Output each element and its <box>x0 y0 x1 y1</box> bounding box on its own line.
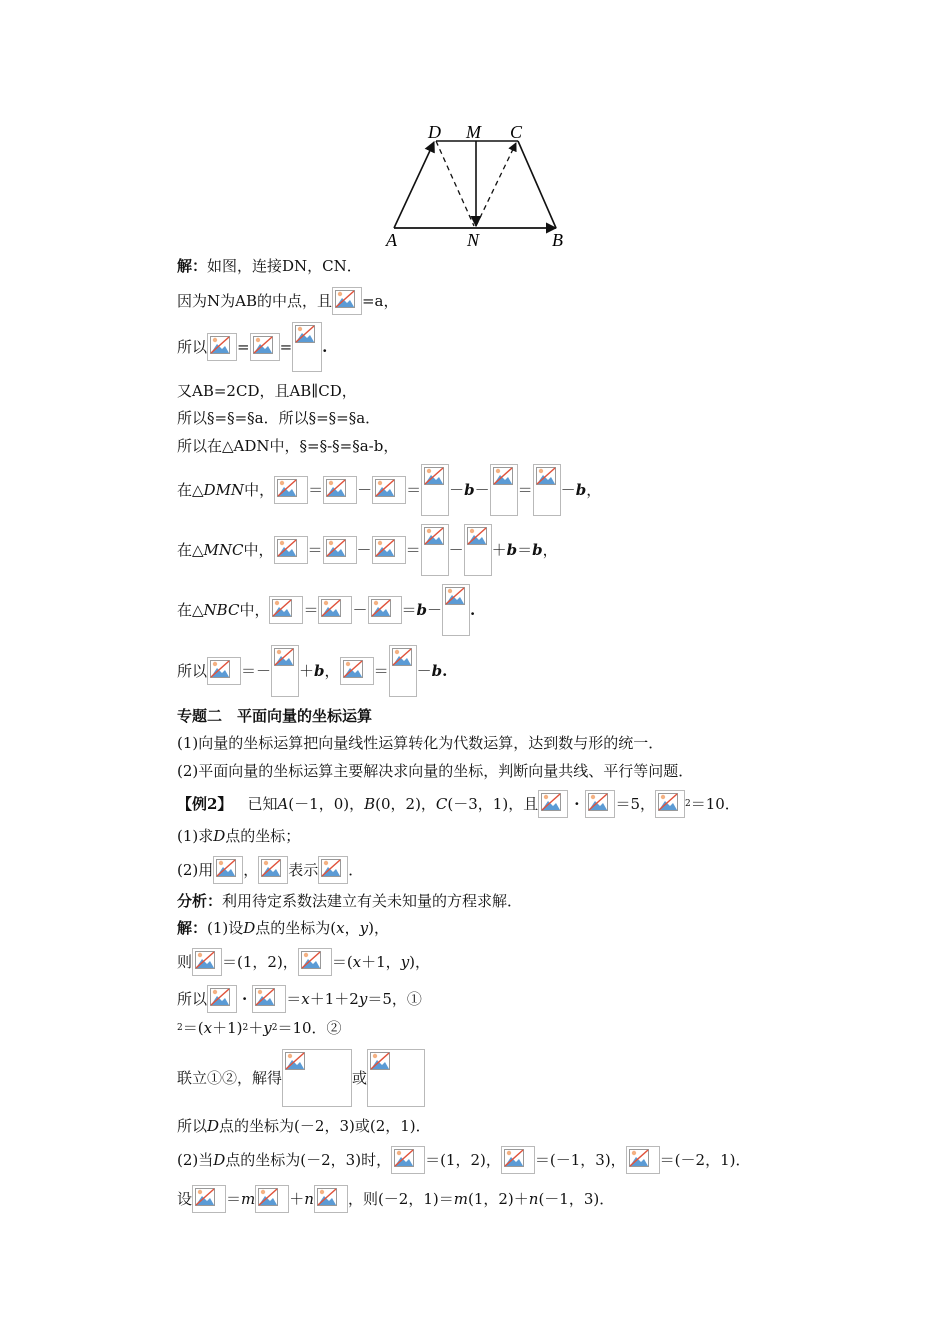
text: 2 <box>684 799 691 809</box>
image-icon <box>261 859 281 877</box>
vector-image-placeholder <box>255 1185 289 1213</box>
image-icon <box>210 336 230 354</box>
text: ＝(－1，3)， <box>534 1151 626 1169</box>
dashed-nc <box>476 143 516 226</box>
image-icon <box>424 467 444 485</box>
image-icon <box>658 793 678 811</box>
image-icon <box>210 660 230 678</box>
vector-image-placeholder <box>274 476 308 504</box>
vector-image-placeholder <box>318 856 348 884</box>
vector-image-placeholder <box>368 596 402 624</box>
text: x <box>352 953 362 971</box>
text: y <box>358 990 368 1008</box>
text: m <box>241 1190 256 1208</box>
vector-image-placeholder <box>192 948 222 976</box>
image-icon <box>370 1052 390 1070</box>
image-icon <box>536 467 556 485</box>
line-7 <box>177 464 601 516</box>
solution-2-line-6 <box>177 1116 431 1136</box>
text: )， <box>368 919 389 937</box>
label-b: B <box>552 230 563 250</box>
heading-text: 专题二 平面向量的坐标运算 <box>177 707 373 725</box>
text: 所以在△ADN中，§=§-§=§a-b， <box>177 437 399 455</box>
text: D <box>243 919 256 937</box>
text: ． <box>348 861 364 879</box>
line-4 <box>177 381 357 401</box>
text: b <box>575 481 587 499</box>
text: b <box>416 601 428 619</box>
text: 所以 <box>177 1117 208 1135</box>
text: . <box>470 601 476 619</box>
text: 点的坐标； <box>225 827 301 845</box>
solution-line-1 <box>177 256 362 276</box>
text: ， <box>542 541 558 559</box>
text: (1)求 <box>177 827 214 845</box>
text: 点的坐标为(－2，3)时， <box>225 1151 392 1169</box>
text: ＝ <box>226 1190 242 1208</box>
fraction-image-placeholder <box>533 464 561 516</box>
text: n <box>528 1190 539 1208</box>
image-icon <box>335 290 355 308</box>
text: (2)当 <box>177 1151 214 1169</box>
analysis-line <box>177 891 522 911</box>
fraction-image-placeholder <box>389 645 417 697</box>
label-a: A <box>386 230 397 250</box>
fraction-image-placeholder <box>490 464 518 516</box>
trapezoid-figure <box>380 118 580 253</box>
vector-image-placeholder <box>538 790 568 818</box>
fraction-image-placeholder <box>442 584 470 636</box>
image-icon <box>392 648 412 666</box>
text: ＝ <box>286 990 302 1008</box>
label-d: D <box>428 122 441 142</box>
solution-2-line-4 <box>177 1018 342 1038</box>
label-c: C <box>510 122 523 142</box>
text: ＝－ <box>241 662 272 680</box>
line-10 <box>177 645 447 697</box>
text: 2 <box>242 1023 249 1033</box>
image-icon <box>277 479 297 497</box>
text: b <box>532 541 543 559</box>
image-icon <box>371 599 391 617</box>
text: D <box>213 827 226 845</box>
image-icon <box>272 599 292 617</box>
image-icon <box>253 336 273 354</box>
para-2 <box>177 761 693 781</box>
image-icon <box>321 599 341 617</box>
text: ， <box>586 481 602 499</box>
text: (－1，0)， <box>288 795 365 813</box>
text: 点的坐标为(－2，3)或(2，1)． <box>219 1117 431 1135</box>
text: － <box>560 481 576 499</box>
image-icon <box>195 951 215 969</box>
image-icon <box>629 1149 649 1167</box>
text: － <box>449 481 465 499</box>
text: ＝10． <box>690 795 740 813</box>
image-icon <box>210 988 230 1006</box>
image-icon <box>375 479 395 497</box>
text: － <box>416 662 432 680</box>
label-m: M <box>466 122 481 142</box>
image-icon <box>255 988 275 1006</box>
text: ＋ <box>299 662 315 680</box>
image-icon <box>394 1149 414 1167</box>
vector-image-placeholder <box>655 790 685 818</box>
text: (2)平面向量的坐标运算主要解决求向量的坐标，判断向量共线、平行等问题． <box>177 762 694 780</box>
text: ＝ <box>307 541 323 559</box>
text: C <box>435 795 448 813</box>
vector-image-placeholder <box>501 1146 535 1174</box>
solution-2-line-1 <box>177 918 389 938</box>
text: x <box>301 990 310 1008</box>
text: A <box>277 795 289 813</box>
text: ＝ <box>517 481 533 499</box>
text: (1)向量的坐标运算把向量线性运算转化为代数运算，达到数与形的统一． <box>177 734 664 752</box>
text: (－1，3)． <box>538 1190 615 1208</box>
image-icon <box>504 1149 524 1167</box>
vector-image-placeholder <box>332 287 362 315</box>
text: (1，2)＋ <box>467 1190 529 1208</box>
image-icon <box>295 325 315 343</box>
text: b <box>464 481 475 499</box>
text: n <box>304 1190 314 1208</box>
text: 所以 <box>177 338 208 356</box>
text: ＝5，① <box>367 990 422 1008</box>
arrow-ad <box>394 142 434 228</box>
vector-image-placeholder <box>207 333 237 361</box>
vector-image-placeholder <box>274 536 308 564</box>
text: . <box>442 662 448 680</box>
solution-2-line-5 <box>177 1048 425 1108</box>
text: 又AB=2CD，且AB∥CD， <box>177 382 357 400</box>
text: x <box>336 919 345 937</box>
solution-2-line-8 <box>177 1185 614 1213</box>
solution-text: 如图，连接DN，CN． <box>207 257 362 275</box>
text: = <box>279 338 293 356</box>
image-icon <box>343 660 363 678</box>
text: 点的坐标为( <box>255 919 337 937</box>
system-image-placeholder <box>282 1049 352 1107</box>
fraction-image-placeholder <box>421 464 449 516</box>
image-icon <box>493 467 513 485</box>
vector-image-placeholder <box>213 856 243 884</box>
vector-image-placeholder <box>372 476 406 504</box>
solution-label: 解： <box>177 919 208 937</box>
text: 所以§=§=§a．所以§=§=§a． <box>177 409 381 427</box>
image-icon <box>326 479 346 497</box>
vector-image-placeholder <box>585 790 615 818</box>
text: 2 <box>271 1023 278 1033</box>
text: 表示 <box>288 861 319 879</box>
text: 已知 <box>232 795 278 813</box>
line-3 <box>177 325 327 369</box>
text: 所以 <box>177 990 208 1008</box>
text: DMN <box>203 481 245 499</box>
text: ＝(1，2)， <box>222 953 298 971</box>
text: 或 <box>352 1069 368 1087</box>
vector-image-placeholder <box>626 1146 660 1174</box>
text: ＝ <box>373 662 389 680</box>
image-icon <box>467 527 487 545</box>
text: － <box>427 601 443 619</box>
text: 设 <box>177 1190 193 1208</box>
image-icon <box>277 539 297 557</box>
image-icon <box>274 648 294 666</box>
text: ＋ <box>289 1190 305 1208</box>
text: b <box>506 541 518 559</box>
text: (0，2)， <box>375 795 436 813</box>
text: 所以 <box>177 662 208 680</box>
text: ＝(－2，1)． <box>659 1151 751 1169</box>
solution-2-line-3 <box>177 985 422 1013</box>
text: ＝( <box>331 953 353 971</box>
vector-image-placeholder <box>298 948 332 976</box>
text: (－3，1)，且 <box>447 795 539 813</box>
text: NBC <box>203 601 240 619</box>
text: ＋1) <box>212 1019 243 1037</box>
text: 中， <box>243 541 274 559</box>
text: － <box>474 481 490 499</box>
image-icon <box>317 1188 337 1206</box>
text: － <box>356 541 372 559</box>
text: ＝ <box>517 541 533 559</box>
image-icon <box>216 859 236 877</box>
image-icon <box>321 859 341 877</box>
text: 联立①②，解得 <box>177 1069 283 1087</box>
text: (1)设 <box>207 919 244 937</box>
text: ＝( <box>182 1019 204 1037</box>
text: － <box>352 601 368 619</box>
line-6 <box>177 436 398 456</box>
text: ，则(－2，1)＝ <box>347 1190 454 1208</box>
text: 则 <box>177 953 193 971</box>
text: ＝(1，2)， <box>425 1151 501 1169</box>
line-5 <box>177 408 380 428</box>
text: ＝ <box>308 481 324 499</box>
fraction-image-placeholder <box>421 524 449 576</box>
text: ， <box>243 861 259 879</box>
text: B <box>364 795 376 813</box>
dashed-dn <box>436 141 474 226</box>
text: ＝5， <box>615 795 655 813</box>
image-icon <box>588 793 608 811</box>
question-2 <box>177 856 363 884</box>
vector-image-placeholder <box>258 856 288 884</box>
text: m <box>453 1190 468 1208</box>
text: 在△ <box>177 541 204 559</box>
text: x <box>203 1019 213 1037</box>
image-icon <box>301 951 321 969</box>
text: ＝ <box>406 481 422 499</box>
text: ＋1， <box>361 953 401 971</box>
line-9 <box>177 584 475 636</box>
solution-2-line-2 <box>177 948 430 976</box>
fraction-image-placeholder <box>464 524 492 576</box>
text: 在△ <box>177 481 204 499</box>
text: ＋ <box>491 541 507 559</box>
text: 中， <box>244 481 275 499</box>
text: . <box>322 338 328 356</box>
vector-image-placeholder <box>318 596 352 624</box>
vector-image-placeholder <box>252 985 286 1013</box>
fraction-image-placeholder <box>271 645 299 697</box>
text: ＝ <box>303 601 319 619</box>
text: y <box>359 919 369 937</box>
text: － <box>357 481 373 499</box>
text: 利用待定系数法建立有关未知量的方程求解． <box>222 892 523 910</box>
vector-image-placeholder <box>391 1146 425 1174</box>
system-image-placeholder <box>367 1049 425 1107</box>
vector-image-placeholder <box>269 596 303 624</box>
image-icon <box>258 1188 278 1206</box>
text: b <box>431 662 443 680</box>
image-icon <box>541 793 561 811</box>
solution-2-line-7 <box>177 1146 750 1174</box>
image-icon <box>445 587 465 605</box>
line-8 <box>177 524 558 576</box>
text: ＝10．② <box>277 1019 342 1037</box>
example-label: 【例2】 <box>177 795 233 813</box>
label-n: N <box>467 230 480 250</box>
text: y <box>263 1019 272 1037</box>
image-icon <box>195 1188 215 1206</box>
solution-label: 解： <box>177 257 208 275</box>
para-1 <box>177 733 663 753</box>
segment-bc <box>518 141 556 228</box>
text: － <box>448 541 464 559</box>
fraction-image-placeholder <box>292 322 322 372</box>
text: 2 <box>177 1023 183 1033</box>
image-icon <box>285 1052 305 1070</box>
text: D <box>207 1117 220 1135</box>
vector-image-placeholder <box>323 536 357 564</box>
text: ＋ <box>248 1019 264 1037</box>
vector-image-placeholder <box>372 536 406 564</box>
text: ＝ <box>405 541 421 559</box>
image-icon <box>424 527 444 545</box>
vector-image-placeholder <box>207 657 241 685</box>
text: =a， <box>361 292 399 310</box>
vector-image-placeholder <box>207 985 237 1013</box>
image-icon <box>326 539 346 557</box>
example-2 <box>177 790 740 818</box>
section-heading <box>177 706 372 726</box>
text: ＝ <box>401 601 417 619</box>
text: )， <box>409 953 431 971</box>
text: (2)用 <box>177 861 214 879</box>
text: b <box>314 662 325 680</box>
text: 中， <box>239 601 270 619</box>
text: 在△ <box>177 601 204 619</box>
vector-image-placeholder <box>250 333 280 361</box>
text: MNC <box>203 541 244 559</box>
text: ， <box>324 662 340 680</box>
text: ， <box>344 919 360 937</box>
text: 因为N为AB的中点，且 <box>177 292 332 310</box>
vector-image-placeholder <box>314 1185 348 1213</box>
text: ＋1＋2 <box>309 990 359 1008</box>
text: D <box>213 1151 226 1169</box>
text: · <box>574 795 580 813</box>
question-1 <box>177 826 300 846</box>
analysis-label: 分析： <box>177 892 223 910</box>
text: = <box>237 338 250 356</box>
text: · <box>242 990 248 1008</box>
line-2 <box>177 287 399 315</box>
image-icon <box>375 539 395 557</box>
vector-image-placeholder <box>192 1185 226 1213</box>
vector-image-placeholder <box>323 476 357 504</box>
vector-image-placeholder <box>340 657 374 685</box>
text: y <box>400 953 410 971</box>
